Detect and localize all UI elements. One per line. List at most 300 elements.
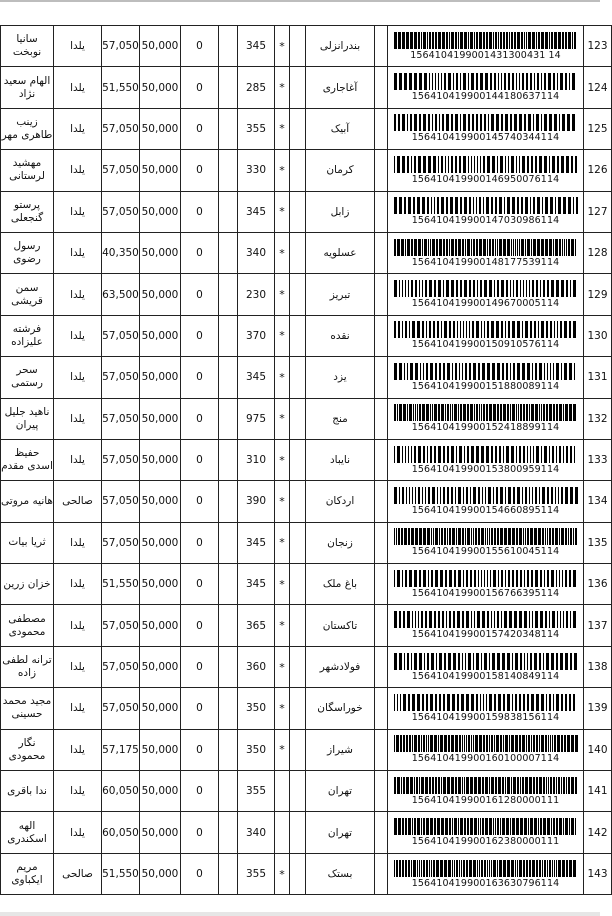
blank-cell <box>290 398 306 439</box>
star-mark: * <box>275 646 290 687</box>
amount-cell: 50,000 <box>140 481 181 522</box>
agency-name: یلدا <box>54 26 102 67</box>
recipient-name: هانیه مروتی <box>1 481 54 522</box>
amount-cell: 50,000 <box>140 688 181 729</box>
blank-cell <box>290 357 306 398</box>
row-number: 125 <box>584 108 612 149</box>
table-row <box>1 357 612 398</box>
weight-cell: 350 <box>238 688 275 729</box>
star-mark: * <box>275 232 290 273</box>
recipient-name: الهام سعید نژاد <box>1 67 54 108</box>
price-cell: 57,050 <box>102 357 140 398</box>
amount-cell: 50,000 <box>140 564 181 605</box>
recipient-name: خزان زرین <box>1 564 54 605</box>
destination-city: تهران <box>306 771 375 812</box>
zero-cell: 0 <box>181 688 219 729</box>
tracking-barcode <box>388 522 584 563</box>
blank-cell <box>375 688 388 729</box>
blank-cell <box>290 108 306 149</box>
barcode-number: 156410419900157420348114 <box>411 629 560 641</box>
zero-cell: 0 <box>181 439 219 480</box>
row-number: 126 <box>584 150 612 191</box>
tracking-barcode <box>388 729 584 770</box>
weight-cell: 350 <box>238 729 275 770</box>
destination-city: نقده <box>306 315 375 356</box>
zero-cell: 0 <box>181 853 219 894</box>
row-number: 133 <box>584 439 612 480</box>
star-mark: * <box>275 853 290 894</box>
agency-name: صالحی <box>54 853 102 894</box>
barcode-graphic <box>392 321 580 338</box>
star-mark: * <box>275 26 290 67</box>
destination-city: عسلویه <box>306 232 375 273</box>
barcode-number: 156410419900146950076114 <box>411 173 560 185</box>
blank-cell <box>290 646 306 687</box>
barcode-number: 156410419900152418899114 <box>411 422 560 434</box>
amount-cell: 50,000 <box>140 646 181 687</box>
price-cell: 57,050 <box>102 108 140 149</box>
row-number: 131 <box>584 357 612 398</box>
barcode-graphic <box>392 280 580 297</box>
amount-cell: 50,000 <box>140 812 181 853</box>
blank-cell <box>219 232 238 273</box>
recipient-name: ترانه لطفی زاده <box>1 646 54 687</box>
weight-cell: 340 <box>238 232 275 273</box>
zero-cell: 0 <box>181 564 219 605</box>
row-number: 138 <box>584 646 612 687</box>
table-row <box>1 729 612 770</box>
blank-cell <box>219 771 238 812</box>
blank-cell <box>290 67 306 108</box>
row-number: 128 <box>584 232 612 273</box>
agency-name: یلدا <box>54 771 102 812</box>
row-number: 127 <box>584 191 612 232</box>
table-row <box>1 688 612 729</box>
tracking-barcode <box>388 274 584 315</box>
blank-cell <box>375 646 388 687</box>
tracking-barcode <box>388 150 584 191</box>
price-cell: 51,550 <box>102 853 140 894</box>
weight-cell: 345 <box>238 191 275 232</box>
barcode-number: 156410419900162380000111 <box>411 836 560 848</box>
blank-cell <box>375 150 388 191</box>
destination-city: آبیک <box>306 108 375 149</box>
row-number: 143 <box>584 853 612 894</box>
recipient-name: مصطفی محمودی <box>1 605 54 646</box>
blank-cell <box>290 812 306 853</box>
blank-cell <box>219 481 238 522</box>
blank-cell <box>375 26 388 67</box>
amount-cell: 50,000 <box>140 439 181 480</box>
barcode-graphic <box>392 570 580 587</box>
recipient-name: ناهید جلیل پیران <box>1 398 54 439</box>
agency-name: یلدا <box>54 439 102 480</box>
weight-cell: 330 <box>238 150 275 191</box>
blank-cell <box>219 274 238 315</box>
barcode-number: 156410419900155610045114 <box>411 546 560 558</box>
amount-cell: 50,000 <box>140 522 181 563</box>
recipient-name: سانیا نوبخت <box>1 26 54 67</box>
blank-cell <box>219 605 238 646</box>
recipient-name: زینب طاهری مهر <box>1 108 54 149</box>
blank-cell <box>290 481 306 522</box>
zero-cell: 0 <box>181 357 219 398</box>
row-number: 141 <box>584 771 612 812</box>
destination-city: یزد <box>306 357 375 398</box>
star-mark: * <box>275 67 290 108</box>
barcode-graphic <box>392 197 580 214</box>
zero-cell: 0 <box>181 232 219 273</box>
amount-cell: 50,000 <box>140 357 181 398</box>
recipient-name: مجید محمد حسینی <box>1 688 54 729</box>
barcode-number: 156410419900144180637114 <box>411 91 560 103</box>
weight-cell: 365 <box>238 605 275 646</box>
table-row <box>1 522 612 563</box>
row-number: 137 <box>584 605 612 646</box>
price-cell: 40,350 <box>102 232 140 273</box>
table-row <box>1 605 612 646</box>
weight-cell: 355 <box>238 853 275 894</box>
tracking-barcode <box>388 481 584 522</box>
barcode-graphic <box>392 653 580 670</box>
recipient-name: رسول رضوی <box>1 232 54 273</box>
agency-name: یلدا <box>54 274 102 315</box>
weight-cell: 355 <box>238 108 275 149</box>
agency-name: یلدا <box>54 108 102 149</box>
blank-cell <box>290 853 306 894</box>
star-mark <box>275 771 290 812</box>
blank-cell <box>219 150 238 191</box>
price-cell: 63,500 <box>102 274 140 315</box>
destination-city: زابل <box>306 191 375 232</box>
agency-name: یلدا <box>54 150 102 191</box>
shipment-table <box>0 25 612 895</box>
blank-cell <box>219 853 238 894</box>
blank-cell <box>219 522 238 563</box>
price-cell: 57,050 <box>102 605 140 646</box>
amount-cell: 50,000 <box>140 67 181 108</box>
barcode-graphic <box>392 446 580 463</box>
zero-cell: 0 <box>181 522 219 563</box>
destination-city: بندرانزلی <box>306 26 375 67</box>
blank-cell <box>219 688 238 729</box>
blank-cell <box>375 357 388 398</box>
tracking-barcode <box>388 605 584 646</box>
destination-city: منج <box>306 398 375 439</box>
zero-cell: 0 <box>181 398 219 439</box>
tracking-barcode <box>388 812 584 853</box>
row-number: 134 <box>584 481 612 522</box>
star-mark: * <box>275 729 290 770</box>
blank-cell <box>290 26 306 67</box>
destination-city: نایباد <box>306 439 375 480</box>
weight-cell: 340 <box>238 812 275 853</box>
star-mark: * <box>275 688 290 729</box>
blank-cell <box>375 191 388 232</box>
blank-cell <box>290 729 306 770</box>
star-mark: * <box>275 605 290 646</box>
destination-city: کرمان <box>306 150 375 191</box>
blank-cell <box>219 26 238 67</box>
blank-cell <box>290 688 306 729</box>
weight-cell: 310 <box>238 439 275 480</box>
price-cell: 51,550 <box>102 564 140 605</box>
blank-cell <box>290 522 306 563</box>
barcode-number: 156410419900160100007114 <box>411 753 560 765</box>
amount-cell: 50,000 <box>140 853 181 894</box>
star-mark: * <box>275 315 290 356</box>
row-number: 142 <box>584 812 612 853</box>
blank-cell <box>290 232 306 273</box>
blank-cell <box>375 729 388 770</box>
page-margin <box>556 25 600 887</box>
barcode-graphic <box>392 114 580 131</box>
blank-cell <box>375 853 388 894</box>
star-mark: * <box>275 481 290 522</box>
zero-cell: 0 <box>181 108 219 149</box>
barcode-number: 156410419900149670005114 <box>411 298 560 310</box>
tracking-barcode <box>388 315 584 356</box>
row-number: 140 <box>584 729 612 770</box>
amount-cell: 50,000 <box>140 771 181 812</box>
agency-name: یلدا <box>54 522 102 563</box>
blank-cell <box>290 274 306 315</box>
table-row <box>1 398 612 439</box>
barcode-number: 156410419900151880089114 <box>411 380 560 392</box>
destination-city: خوراسگان <box>306 688 375 729</box>
recipient-name: مریم ایکباوی <box>1 853 54 894</box>
recipient-name: سحر رستمی <box>1 357 54 398</box>
price-cell: 57,050 <box>102 398 140 439</box>
recipient-name: مهشید لرستانی <box>1 150 54 191</box>
star-mark: * <box>275 522 290 563</box>
tracking-barcode <box>388 771 584 812</box>
table-row <box>1 564 612 605</box>
agency-name: یلدا <box>54 191 102 232</box>
agency-name: یلدا <box>54 812 102 853</box>
price-cell: 57,050 <box>102 150 140 191</box>
zero-cell: 0 <box>181 315 219 356</box>
barcode-graphic <box>392 694 580 711</box>
weight-cell: 285 <box>238 67 275 108</box>
agency-name: یلدا <box>54 398 102 439</box>
destination-city: تبریز <box>306 274 375 315</box>
star-mark: * <box>275 398 290 439</box>
recipient-name: الهه اسکندری <box>1 812 54 853</box>
weight-cell: 345 <box>238 357 275 398</box>
barcode-number: 156410419900163630796114 <box>411 877 560 889</box>
row-number: 135 <box>584 522 612 563</box>
star-mark: * <box>275 191 290 232</box>
barcode-graphic <box>392 735 580 752</box>
amount-cell: 50,000 <box>140 108 181 149</box>
table-row <box>1 646 612 687</box>
table-row <box>1 191 612 232</box>
blank-cell <box>375 812 388 853</box>
table-row <box>1 771 612 812</box>
tracking-barcode <box>388 398 584 439</box>
star-mark: * <box>275 150 290 191</box>
weight-cell: 355 <box>238 771 275 812</box>
barcode-number: 156410419900158140849114 <box>411 670 560 682</box>
agency-name: یلدا <box>54 232 102 273</box>
star-mark: * <box>275 564 290 605</box>
barcode-graphic <box>392 239 580 256</box>
blank-cell <box>375 481 388 522</box>
barcode-number: 156410419900153800959114 <box>411 463 560 475</box>
barcode-graphic <box>392 404 580 421</box>
barcode-graphic <box>392 32 580 49</box>
blank-cell <box>219 191 238 232</box>
tracking-barcode <box>388 67 584 108</box>
row-number: 136 <box>584 564 612 605</box>
blank-cell <box>375 315 388 356</box>
zero-cell: 0 <box>181 150 219 191</box>
agency-name: یلدا <box>54 315 102 356</box>
blank-cell <box>290 191 306 232</box>
amount-cell: 50,000 <box>140 191 181 232</box>
table-row <box>1 232 612 273</box>
zero-cell: 0 <box>181 67 219 108</box>
barcode-number: 156410419900161280000111 <box>411 794 560 806</box>
star-mark <box>275 812 290 853</box>
weight-cell: 345 <box>238 26 275 67</box>
price-cell: 57,050 <box>102 522 140 563</box>
blank-cell <box>375 771 388 812</box>
destination-city: باغ ملک <box>306 564 375 605</box>
destination-city: بستک <box>306 853 375 894</box>
price-cell: 57,050 <box>102 191 140 232</box>
price-cell: 57,050 <box>102 315 140 356</box>
barcode-graphic <box>392 777 580 794</box>
tracking-barcode <box>388 646 584 687</box>
weight-cell: 230 <box>238 274 275 315</box>
blank-cell <box>219 398 238 439</box>
zero-cell: 0 <box>181 605 219 646</box>
barcode-graphic <box>392 73 580 90</box>
amount-cell: 50,000 <box>140 274 181 315</box>
destination-city: تاکستان <box>306 605 375 646</box>
blank-cell <box>219 812 238 853</box>
price-cell: 57,050 <box>102 688 140 729</box>
table-row <box>1 67 612 108</box>
row-number: 130 <box>584 315 612 356</box>
amount-cell: 50,000 <box>140 605 181 646</box>
price-cell: 57,050 <box>102 439 140 480</box>
agency-name: یلدا <box>54 688 102 729</box>
page-top-edge <box>0 0 600 2</box>
destination-city: اردکان <box>306 481 375 522</box>
table-row <box>1 481 612 522</box>
recipient-name: ثریا بیات <box>1 522 54 563</box>
blank-cell <box>375 564 388 605</box>
price-cell: 60,050 <box>102 771 140 812</box>
row-number: 124 <box>584 67 612 108</box>
blank-cell <box>219 564 238 605</box>
star-mark: * <box>275 108 290 149</box>
blank-cell <box>375 522 388 563</box>
destination-city: زنجان <box>306 522 375 563</box>
barcode-number: 156410419900154660895114 <box>411 504 560 516</box>
price-cell: 57,175 <box>102 729 140 770</box>
amount-cell: 50,000 <box>140 729 181 770</box>
agency-name: یلدا <box>54 564 102 605</box>
blank-cell <box>290 771 306 812</box>
blank-cell <box>219 729 238 770</box>
agency-name: یلدا <box>54 605 102 646</box>
zero-cell: 0 <box>181 646 219 687</box>
price-cell: 51,550 <box>102 67 140 108</box>
agency-name: یلدا <box>54 67 102 108</box>
recipient-name: پرستو گنجعلی <box>1 191 54 232</box>
amount-cell: 50,000 <box>140 232 181 273</box>
star-mark: * <box>275 357 290 398</box>
amount-cell: 50,000 <box>140 150 181 191</box>
amount-cell: 50,000 <box>140 315 181 356</box>
zero-cell: 0 <box>181 26 219 67</box>
table-row <box>1 812 612 853</box>
star-mark: * <box>275 274 290 315</box>
barcode-graphic <box>392 363 580 380</box>
zero-cell: 0 <box>181 481 219 522</box>
barcode-number: 156410419900159838156114 <box>411 711 560 723</box>
barcode-number: 156410419900148177539114 <box>411 256 560 268</box>
blank-cell <box>375 398 388 439</box>
blank-cell <box>375 232 388 273</box>
blank-cell <box>290 150 306 191</box>
tracking-barcode <box>388 564 584 605</box>
blank-cell <box>219 357 238 398</box>
blank-cell <box>219 439 238 480</box>
zero-cell: 0 <box>181 191 219 232</box>
table-row <box>1 315 612 356</box>
row-number: 139 <box>584 688 612 729</box>
tracking-barcode <box>388 439 584 480</box>
destination-city: فولادشهر <box>306 646 375 687</box>
blank-cell <box>219 67 238 108</box>
row-number: 132 <box>584 398 612 439</box>
agency-name: صالحی <box>54 481 102 522</box>
weight-cell: 345 <box>238 564 275 605</box>
barcode-number: 156410419900150910576114 <box>411 339 560 351</box>
barcode-graphic <box>392 860 580 877</box>
price-cell: 60,050 <box>102 812 140 853</box>
amount-cell: 50,000 <box>140 398 181 439</box>
tracking-barcode <box>388 191 584 232</box>
agency-name: یلدا <box>54 357 102 398</box>
blank-cell <box>375 605 388 646</box>
weight-cell: 975 <box>238 398 275 439</box>
blank-cell <box>375 274 388 315</box>
tracking-barcode <box>388 357 584 398</box>
recipient-name: نگار محمودی <box>1 729 54 770</box>
table-row <box>1 853 612 894</box>
blank-cell <box>219 646 238 687</box>
zero-cell: 0 <box>181 812 219 853</box>
agency-name: یلدا <box>54 729 102 770</box>
weight-cell: 360 <box>238 646 275 687</box>
blank-cell <box>290 564 306 605</box>
weight-cell: 390 <box>238 481 275 522</box>
tracking-barcode <box>388 853 584 894</box>
blank-cell <box>375 67 388 108</box>
amount-cell: 50,000 <box>140 26 181 67</box>
barcode-number: 156410419900156766395114 <box>411 587 560 599</box>
page-bottom-edge <box>0 912 600 916</box>
price-cell: 57,050 <box>102 646 140 687</box>
blank-cell <box>290 315 306 356</box>
tracking-barcode <box>388 26 584 67</box>
